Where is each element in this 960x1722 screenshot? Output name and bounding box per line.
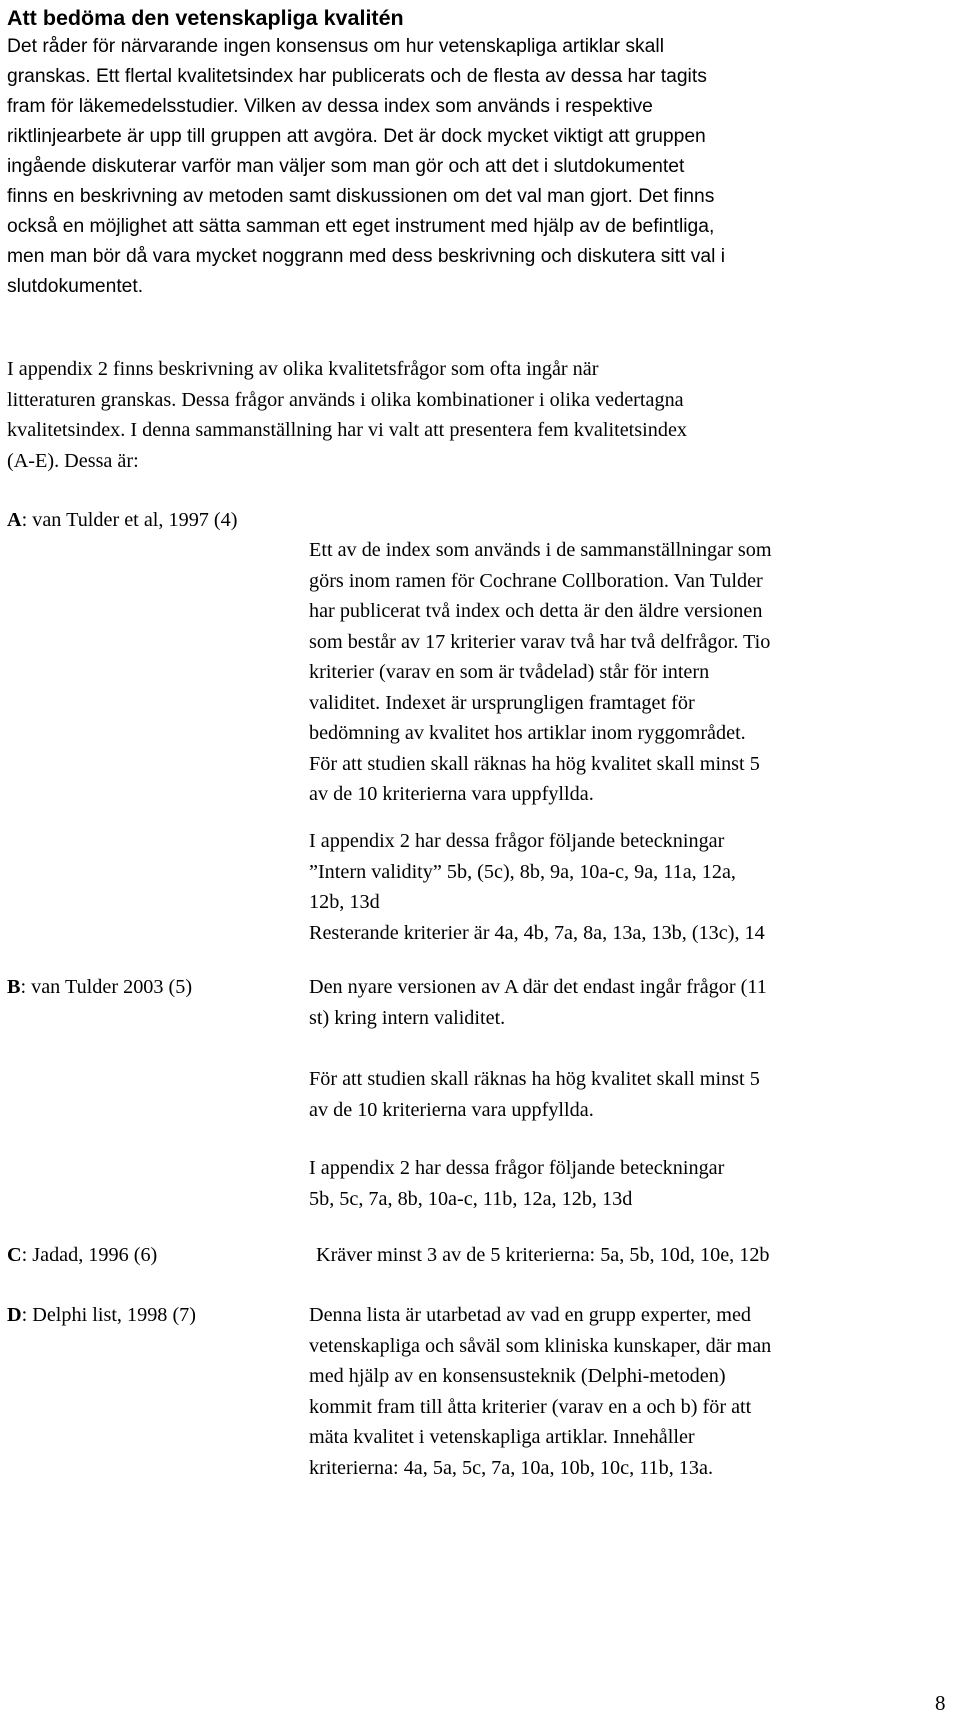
appendix-paragraph xyxy=(7,354,947,476)
entry-a-label xyxy=(7,505,237,536)
text-line: validitet. Indexet är ursprungligen framtaget för xyxy=(309,691,695,714)
text-line: 12b, 13d xyxy=(309,891,380,913)
entry-c-label xyxy=(7,1240,157,1271)
text-line: kriterier (varav en som är tvådelad) står för intern xyxy=(309,661,710,683)
text-line: I appendix 2 har dessa frågor följande beteckningar xyxy=(309,830,725,852)
text-line: men man bör då vara mycket noggrann med dess beskrivning och diskutera sitt val i xyxy=(7,246,726,267)
entry-letter: B xyxy=(7,976,21,998)
entry-b-appendix xyxy=(309,1153,949,1214)
entry-b-description xyxy=(309,972,949,1033)
entry-letter: D xyxy=(7,1304,22,1326)
text-line: Ett av de index som används i de sammanställningar som xyxy=(309,539,772,561)
text-line: Kräver minst 3 av de 5 kriterierna: 5a, 5b, 10d, 10e, 12b xyxy=(316,1244,770,1266)
text-line: ingående diskuterar varför man väljer som man gör och att det i slutdokumentet xyxy=(7,156,685,177)
text-line: Resterande kriterier är 4a, 4b, 7a, 8a, 13a, 13b, (13c), 14 xyxy=(309,921,765,944)
text-line: görs inom ramen för Cochrane Collboration. Van Tulder xyxy=(309,569,763,592)
text-line: riktlinjearbete är upp till gruppen att avgöra. Det är dock mycket viktigt att gruppen xyxy=(7,126,706,147)
text-line: litteraturen granskas. Dessa frågor används i olika kombinationer i olika vedertagna xyxy=(7,388,684,411)
entry-d-description xyxy=(309,1300,949,1483)
text-line: kommit fram till åtta kriterier (varav en a och b) för att xyxy=(309,1395,752,1418)
text-line: Den nyare versionen av A där det endast ingår frågor (11 xyxy=(309,976,767,998)
text-line: som består av 17 kriterier varav två har två delfrågor. Tio xyxy=(309,630,771,653)
text-line: ”Intern validity” 5b, (5c), 8b, 9a, 10a-c, 9a, 11a, 12a, xyxy=(309,860,736,883)
entry-b-quality xyxy=(309,1064,949,1125)
text-line: I appendix 2 har dessa frågor följande beteckningar xyxy=(309,1157,725,1179)
text-line: av de 10 kriterierna vara uppfyllda. xyxy=(309,783,594,805)
text-line: bedömning av kvalitet hos artiklar inom ryggområdet. xyxy=(309,722,746,744)
entry-letter: C xyxy=(7,1244,22,1266)
text-line: (A-E). Dessa är: xyxy=(7,449,139,472)
section-heading: Att bedöma den vetenskapliga kvalitén xyxy=(7,6,404,30)
entry-a-appendix xyxy=(309,826,949,948)
text-line: mäta kvalitet i vetenskapliga artiklar. Innehåller xyxy=(309,1426,695,1448)
text-line: st) kring intern validitet. xyxy=(309,1006,506,1029)
entry-citation: : van Tulder 2003 (5) xyxy=(20,976,193,998)
entry-citation: : Delphi list, 1998 (7) xyxy=(21,1304,196,1326)
text-line: Det råder för närvarande ingen konsensus om hur vetenskapliga artiklar skall xyxy=(7,36,664,57)
text-line: kriterierna: 4a, 5a, 5c, 7a, 10a, 10b, 10c, 11b, 13a. xyxy=(309,1456,713,1479)
text-line: För att studien skall räknas ha hög kvalitet skall minst 5 xyxy=(309,752,760,775)
text-line: av de 10 kriterierna vara uppfyllda. xyxy=(309,1098,594,1121)
text-line: Denna lista är utarbetad av vad en grupp experter, med xyxy=(309,1304,752,1326)
text-line: granskas. Ett flertal kvalitetsindex har publicerats och de flesta av dessa har tagits xyxy=(7,66,707,87)
text-line: fram för läkemedelsstudier. Vilken av dessa index som används i respektive xyxy=(7,96,653,117)
intro-paragraph xyxy=(7,32,947,302)
text-line: med hjälp av en konsensusteknik (Delphi-metoden) xyxy=(309,1365,726,1387)
page-number: 8 xyxy=(935,1691,946,1715)
text-line: I appendix 2 finns beskrivning av olika kvalitetsfrågor som ofta ingår när xyxy=(7,358,599,380)
text-line: 5b, 5c, 7a, 8b, 10a-c, 11b, 12a, 12b, 13d xyxy=(309,1187,633,1210)
text-line: finns en beskrivning av metoden samt diskussionen om det val man gjort. Det finns xyxy=(7,186,715,207)
entry-c-description xyxy=(316,1240,956,1271)
entry-a-description xyxy=(309,535,949,810)
entry-d-label xyxy=(7,1300,196,1331)
text-line: också en möjlighet att sätta samman ett eget instrument med hjälp av de befintliga, xyxy=(7,216,715,237)
text-line: slutdokumentet. xyxy=(7,276,144,297)
entry-b-label xyxy=(7,972,192,1003)
entry-citation: : van Tulder et al, 1997 (4) xyxy=(21,509,238,531)
text-line: För att studien skall räknas ha hög kvalitet skall minst 5 xyxy=(309,1068,760,1090)
entry-letter: A xyxy=(7,509,22,531)
text-line: har publicerat två index och detta är den äldre versionen xyxy=(309,600,763,622)
text-line: kvalitetsindex. I denna sammanställning har vi valt att presentera fem kvalitetsindex xyxy=(7,419,687,441)
entry-citation: : Jadad, 1996 (6) xyxy=(21,1244,158,1266)
text-line: vetenskapliga och såväl som kliniska kunskaper, där man xyxy=(309,1334,772,1357)
